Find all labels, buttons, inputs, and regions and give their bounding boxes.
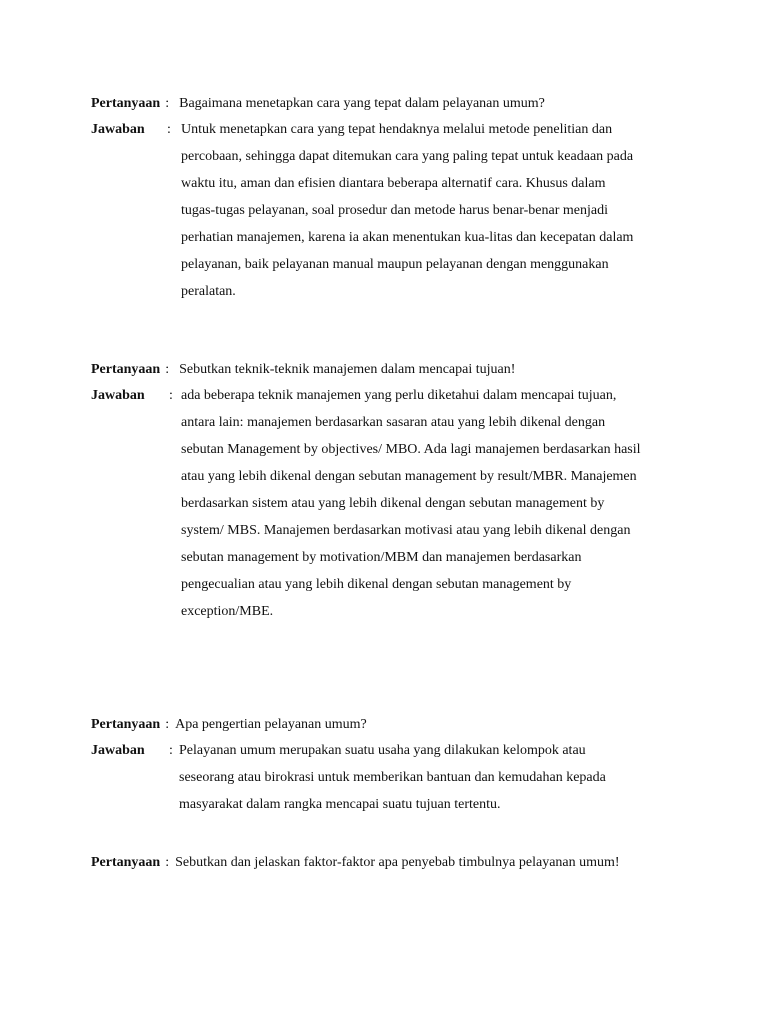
answer-line: tugas-tugas pelayanan, soal prosedur dan metode harus benar-benar menjadi: [181, 203, 608, 218]
answer-line: Pelayanan umum merupakan suatu usaha yang dilakukan kelompok atau: [179, 743, 586, 758]
answer-row: Jawaban : ada beberapa teknik manajemen yang perlu diketahui dalam mencapai tujuan, antara lain: manajemen berdasarkan sasaran atau yang lebih dikenal dengan sebutan Management by objectives/ MBO. Ada lagi manajemen berdasarkan hasil atau yang lebih dikenal dengan sebutan management by result/MBR. Manajemen berdasarkan sistem atau yang lebih dikenal dengan sebutan management by system/ MBS. Manajemen berdasarkan motivasi atau yang lebih dikenal dengan sebutan management by motivation/MBM dan manajemen berdasarkan pengecualian atau yang lebih dikenal dengan sebutan management by exception/MBE.: [91, 388, 691, 625]
question-text: Sebutkan teknik-teknik manajemen dalam mencapai tujuan!: [179, 362, 516, 377]
answer-line: exception/MBE.: [181, 604, 274, 619]
answer-row: Jawaban : Untuk menetapkan cara yang tepat hendaknya melalui metode penelitian dan percobaan, sehingga dapat ditemukan cara yang paling tepat untuk keadaan pada waktu itu, aman dan efisien diantara beberapa alternatif cara. Khusus dalam tugas-tugas pelayanan, soal prosedur dan metode harus benar-benar menjadi perhatian manajemen, karena ia akan menentukan kua-litas dan kecepatan dalam pelayanan, baik pelayanan manual maupun pelayanan dengan menggunakan peralatan.: [91, 122, 691, 305]
answer-text: [179, 737, 606, 818]
answer-line: ada beberapa teknik manajemen yang perlu diketahui dalam mencapai tujuan,: [181, 388, 617, 403]
question-label: Pertanyaan: [91, 717, 161, 732]
question-label: Pertanyaan: [91, 855, 161, 870]
answer-line: sebutan Management by objectives/ MBO. Ada lagi manajemen berdasarkan hasil: [181, 442, 641, 457]
answer-text: [181, 382, 641, 625]
answer-line: antara lain: manajemen berdasarkan sasaran atau yang lebih dikenal dengan: [181, 415, 606, 430]
answer-line: seseorang atau birokrasi untuk memberikan bantuan dan kemudahan kepada: [179, 770, 606, 785]
qa-item: [91, 96, 691, 305]
question-row: Pertanyaan : Bagaimana menetapkan cara yang tepat dalam pelayanan umum?: [91, 96, 545, 111]
answer-line: percobaan, sehingga dapat ditemukan cara yang paling tepat untuk keadaan pada: [181, 149, 634, 164]
answer-line: Untuk menetapkan cara yang tepat hendaknya melalui metode penelitian dan: [181, 122, 613, 137]
answer-line: sebutan management by motivation/MBM dan manajemen berdasarkan: [181, 550, 582, 565]
qa-item: [91, 362, 691, 625]
answer-row: Jawaban : Pelayanan umum merupakan suatu usaha yang dilakukan kelompok atau seseorang atau birokrasi untuk memberikan bantuan dan kemudahan kepada masyarakat dalam rangka mencapai suatu tujuan tertentu.: [91, 743, 691, 818]
question-row: Pertanyaan : Sebutkan teknik-teknik manajemen dalam mencapai tujuan!: [91, 362, 516, 377]
answer-line: atau yang lebih dikenal dengan sebutan management by result/MBR. Manajemen: [181, 469, 637, 484]
question-row: Pertanyaan : Apa pengertian pelayanan umum?: [91, 717, 367, 732]
question-text: Sebutkan dan jelaskan faktor-faktor apa penyebab timbulnya pelayanan umum!: [175, 855, 620, 870]
answer-label: Jawaban: [91, 388, 145, 403]
qa-item: [91, 717, 691, 818]
answer-line: pengecualian atau yang lebih dikenal dengan sebutan management by: [181, 577, 572, 592]
question-text: Bagaimana menetapkan cara yang tepat dalam pelayanan umum?: [179, 96, 545, 111]
question-row: Pertanyaan : Sebutkan dan jelaskan faktor-faktor apa penyebab timbulnya pelayanan umum!: [91, 855, 620, 870]
answer-label: Jawaban: [91, 122, 145, 137]
answer-label: Jawaban: [91, 743, 145, 758]
answer-line: masyarakat dalam rangka mencapai suatu tujuan tertentu.: [179, 797, 501, 812]
answer-line: perhatian manajemen, karena ia akan menentukan kua-litas dan kecepatan dalam: [181, 230, 634, 245]
answer-line: pelayanan, baik pelayanan manual maupun pelayanan dengan menggunakan: [181, 257, 609, 272]
question-label: Pertanyaan: [91, 96, 161, 111]
answer-text: [181, 116, 633, 305]
question-label: Pertanyaan: [91, 362, 161, 377]
question-text: Apa pengertian pelayanan umum?: [175, 717, 367, 732]
answer-line: system/ MBS. Manajemen berdasarkan motivasi atau yang lebih dikenal dengan: [181, 523, 631, 538]
answer-line: waktu itu, aman dan efisien diantara beberapa alternatif cara. Khusus dalam: [181, 176, 606, 191]
answer-line: berdasarkan sistem atau yang lebih dikenal dengan sebutan management by: [181, 496, 605, 511]
answer-line: peralatan.: [181, 284, 236, 299]
qa-item: [91, 855, 691, 871]
